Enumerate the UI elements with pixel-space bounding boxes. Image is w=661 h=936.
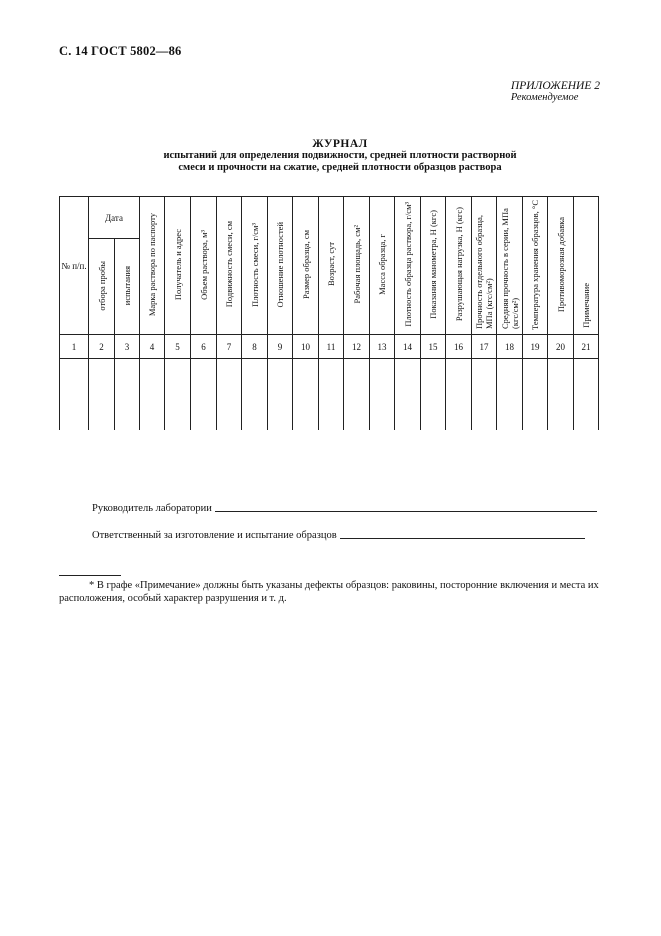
table-cell: [548, 359, 574, 430]
col-header-20-label: Противоморозная добавка: [555, 216, 566, 313]
col-number: 10: [293, 335, 319, 359]
table-cell: [217, 359, 242, 430]
col-header-3: [115, 239, 140, 335]
col-number: 13: [370, 335, 395, 359]
table-cell: [191, 359, 217, 430]
table-cell: [370, 359, 395, 430]
col-header-16: [446, 197, 472, 335]
header-row-top: [60, 197, 599, 239]
col-number: 17: [472, 335, 497, 359]
appendix-status: Рекомендуемое: [510, 92, 579, 103]
col-header-5-label: Получатель и адрес: [172, 228, 183, 301]
col-number: 5: [165, 335, 191, 359]
page-header: С. 14 ГОСТ 5802—86: [59, 44, 182, 58]
col-header-8-label: Плотность смеси, г/см³: [249, 222, 260, 307]
col-header-3-label: испытания: [122, 265, 132, 306]
col-number: 2: [89, 335, 115, 359]
date-group-header: Дата: [89, 197, 140, 239]
col-header-6: [191, 197, 217, 335]
col-header-6-label: Объем раствора, м³: [198, 229, 209, 300]
signature-responsible-field[interactable]: [340, 538, 585, 539]
col-number: 8: [242, 335, 268, 359]
col-header-18-label: Средняя прочность в серии, МПа (кгс/см²): [499, 207, 520, 329]
col-number: 16: [446, 335, 472, 359]
col-header-16-label: Разрушающая нагрузка, Н (кгс): [453, 207, 464, 322]
col-number: 14: [395, 335, 421, 359]
col-header-5: [165, 197, 191, 335]
column-number-row: [60, 335, 599, 359]
col-header-21-label: Примечание: [581, 283, 591, 328]
table-cell: [89, 359, 115, 430]
journal-title: ЖУРНАЛ: [312, 138, 368, 150]
col-number: 11: [319, 335, 344, 359]
col-number: 3: [115, 335, 140, 359]
col-header-21: [574, 197, 599, 335]
table-cell: [319, 359, 344, 430]
col-header-9: [268, 197, 293, 335]
signature-head-label: Руководитель лаборатории: [92, 503, 212, 514]
col-header-1-label: № п/п.: [61, 260, 87, 271]
table-cell: [446, 359, 472, 430]
table-cell: [395, 359, 421, 430]
col-header-19: [523, 197, 548, 335]
col-number: 7: [217, 335, 242, 359]
signature-responsible-label: Ответственный за изготовление и испытание образцов: [92, 530, 337, 541]
col-header-7: [217, 197, 242, 335]
col-number: 19: [523, 335, 548, 359]
col-header-8: [242, 197, 268, 335]
col-header-10-label: Размер образца, см: [300, 230, 311, 299]
col-number: 12: [344, 335, 370, 359]
col-header-14: [395, 197, 421, 335]
col-header-11: [319, 197, 344, 335]
table-cell: [60, 359, 89, 430]
col-number: 6: [191, 335, 217, 359]
journal-title-block: [150, 138, 530, 174]
col-number: 9: [268, 335, 293, 359]
table-cell: [344, 359, 370, 430]
signature-head-field[interactable]: [215, 511, 597, 512]
col-number: 15: [421, 335, 446, 359]
table-cell: [421, 359, 446, 430]
col-header-9-label: Отношение плотностей: [275, 221, 285, 308]
table-cell: [140, 359, 165, 430]
table-row: [60, 359, 599, 430]
col-number: 21: [574, 335, 599, 359]
col-header-1: [60, 197, 89, 335]
col-header-10: [293, 197, 319, 335]
col-header-4: [140, 197, 165, 335]
table-cell: [115, 359, 140, 430]
signature-responsible-line: [92, 530, 585, 541]
col-header-12: [344, 197, 370, 335]
col-header-12-label: Рабочая площадь, см²: [351, 225, 362, 304]
table-cell: [293, 359, 319, 430]
table-cell: [472, 359, 497, 430]
journal-subtitle: испытаний для определения подвижности, средней плотности растворной смеси и прочности на сжатие, средней плотности образцов раствора: [163, 150, 517, 173]
table-cell: [268, 359, 293, 430]
col-header-13-label: Масса образца, г: [377, 234, 387, 295]
table-cell: [497, 359, 523, 430]
col-header-13: [370, 197, 395, 335]
col-header-14-label: Плотность образца раствора, г/см³: [402, 202, 413, 327]
table-cell: [242, 359, 268, 430]
col-header-2: [89, 239, 115, 335]
col-header-15: [421, 197, 446, 335]
col-header-11-label: Возраст, сут: [326, 242, 336, 287]
col-header-18: [497, 197, 523, 335]
appendix-title: ПРИЛОЖЕНИЕ 2: [510, 80, 600, 92]
table-cell: [523, 359, 548, 430]
col-header-15-label: Показания манометра, Н (кгс): [428, 210, 438, 319]
table-cell: [574, 359, 599, 430]
footnote: * В графе «Примечание» должны быть указаны дефекты образцов: раковины, посторонние включения и места их расположения, особый характер разрушения и т. д.: [59, 580, 599, 604]
col-number: 20: [548, 335, 574, 359]
col-number: 1: [60, 335, 89, 359]
col-number: 4: [140, 335, 165, 359]
table-cell: [165, 359, 191, 430]
col-header-19-label: Температура хранения образцов, °С: [530, 199, 540, 330]
footnote-divider: [59, 575, 121, 576]
col-header-17: [472, 197, 497, 335]
col-header-4-label: Марка раствора по паспорту: [147, 212, 157, 317]
col-number: 18: [497, 335, 523, 359]
col-header-7-label: Подвижность смеси, см: [224, 221, 234, 308]
col-header-17-label: Прочность отдельного образца, МПа (кгс/см²): [474, 214, 494, 329]
signature-head-line: [92, 503, 597, 514]
journal-table: [59, 196, 599, 430]
appendix-label: [511, 80, 600, 104]
col-header-20: [548, 197, 574, 335]
col-header-2-label: отбора пробы: [96, 260, 107, 311]
